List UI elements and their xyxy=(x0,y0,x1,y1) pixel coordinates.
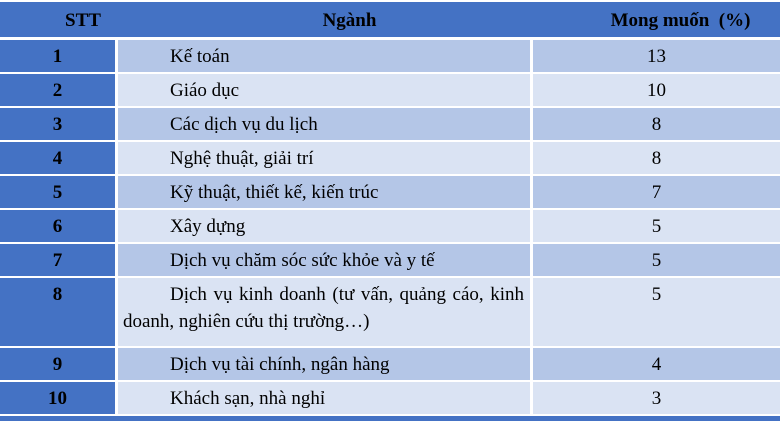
pct-cell: 13 xyxy=(533,40,780,74)
nganh-cell: Nghệ thuật, giải trí xyxy=(118,142,533,176)
pct-cell: 10 xyxy=(533,74,780,108)
nganh-cell: Kỹ thuật, thiết kế, kiến trúc xyxy=(118,176,533,210)
pct-cell: 8 xyxy=(533,142,780,176)
table-row xyxy=(0,108,780,142)
stt-cell: 1 xyxy=(0,40,118,74)
header-nganh: Ngành xyxy=(118,2,533,40)
stt-cell: 7 xyxy=(0,244,118,278)
table-bottom-bar xyxy=(0,416,780,421)
stt-cell: 9 xyxy=(0,348,118,382)
nganh-cell: Giáo dục xyxy=(118,74,533,108)
table-row xyxy=(0,278,780,348)
nganh-cell: Kế toán xyxy=(118,40,533,74)
pct-cell: 8 xyxy=(533,108,780,142)
stt-cell: 3 xyxy=(0,108,118,142)
pct-cell: 5 xyxy=(533,244,780,278)
table-row xyxy=(0,382,780,416)
industry-wish-table xyxy=(0,2,780,416)
nganh-cell: Dịch vụ chăm sóc sức khỏe và y tế xyxy=(118,244,533,278)
nganh-cell: Các dịch vụ du lịch xyxy=(118,108,533,142)
pct-cell: 4 xyxy=(533,348,780,382)
table-row xyxy=(0,40,780,74)
pct-cell: 7 xyxy=(533,176,780,210)
nganh-cell: Dịch vụ kinh doanh (tư vấn, quảng cáo, kinh doanh, nghiên cứu thị trường…) xyxy=(118,278,533,348)
table-row xyxy=(0,210,780,244)
pct-cell: 3 xyxy=(533,382,780,416)
stt-cell: 5 xyxy=(0,176,118,210)
stt-cell: 2 xyxy=(0,74,118,108)
stt-cell: 4 xyxy=(0,142,118,176)
table-row xyxy=(0,142,780,176)
table-row xyxy=(0,74,780,108)
stt-cell: 8 xyxy=(0,278,118,348)
pct-cell: 5 xyxy=(533,210,780,244)
header-stt: STT xyxy=(0,2,118,40)
pct-cell: 5 xyxy=(533,278,780,348)
stt-cell: 10 xyxy=(0,382,118,416)
table-row xyxy=(0,176,780,210)
nganh-cell: Khách sạn, nhà nghỉ xyxy=(118,382,533,416)
table-row xyxy=(0,348,780,382)
table-row xyxy=(0,244,780,278)
nganh-cell: Dịch vụ tài chính, ngân hàng xyxy=(118,348,533,382)
header-mong-muon: Mong muốn (%) xyxy=(533,2,780,40)
nganh-cell: Xây dựng xyxy=(118,210,533,244)
table-header-row xyxy=(0,2,780,40)
stt-cell: 6 xyxy=(0,210,118,244)
